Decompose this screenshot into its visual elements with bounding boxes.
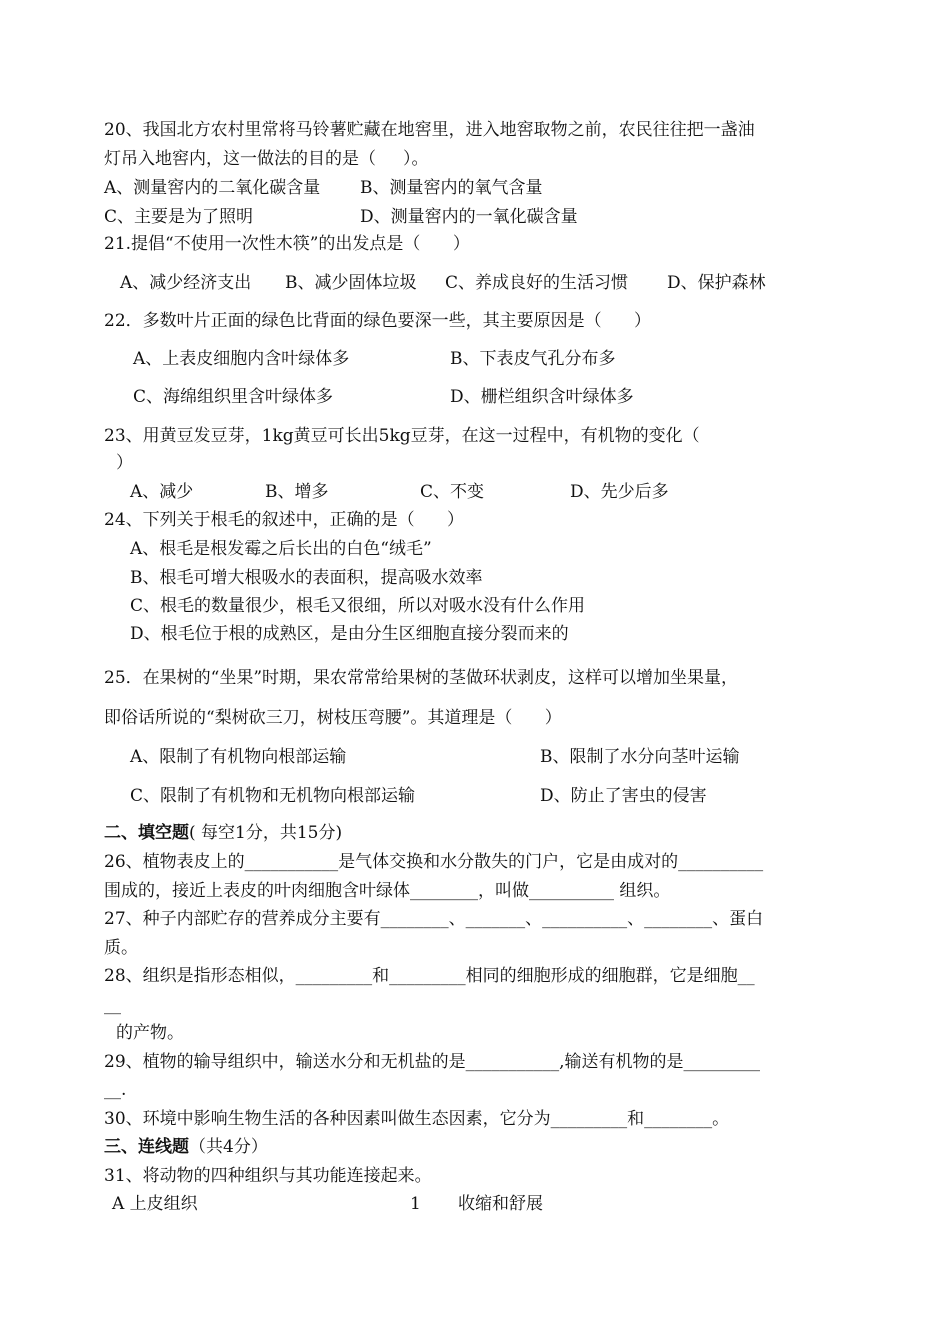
q21-option-c: C、养成良好的生活习惯 [445,273,629,293]
q20-stem-line2: 灯吊入地窖内，这一做法的目的是（ ）。 [104,149,429,169]
section2-title: 二、填空题 [104,823,189,843]
q23-option-d: D、先少后多 [570,482,669,502]
section2-heading [104,822,342,844]
q22-option-a: A、上表皮细胞内含叶绿体多 [133,349,350,369]
q28-line3: 的产物。 [116,1023,184,1043]
q25-option-b: B、限制了水分向茎叶运输 [540,747,740,767]
section3-title: 三、连线题 [104,1137,189,1157]
q28-line2: __ [104,995,121,1015]
q23-stem-line2: ） [116,453,133,473]
q22-option-d: D、栅栏组织含叶绿体多 [450,387,634,407]
q20-option-d: D、测量窖内的一氧化碳含量 [360,207,578,227]
q22-option-b: B、下表皮气孔分布多 [450,349,616,369]
q27-line1: 27、种子内部贮存的营养成分主要有________、_______、__________、________、蛋白 [104,909,764,929]
section3-note: （共4分） [189,1137,268,1157]
q21-option-a: A、减少经济支出 [120,273,252,293]
q28-line1: 28、组织是指形态相似，_________和_________相同的细胞形成的细胞群，它是细胞__ [104,966,755,986]
q23-option-a: A、减少 [130,482,194,502]
q20-option-c: C、主要是为了照明 [104,207,254,227]
q27-line2: 质。 [104,938,138,958]
q24-option-d: D、根毛位于根的成熟区，是由分生区细胞直接分裂而来的 [130,624,569,644]
q29-line1: 29、植物的输导组织中，输送水分和无机盐的是___________,输送有机物的是_________ [104,1052,761,1072]
q31-stem: 31、将动物的四种组织与其功能连接起来。 [104,1166,432,1186]
q26-line1: 26、植物表皮上的___________是气体交换和水分散失的门户，它是由成对的__________ [104,852,764,872]
q31-right-number-1: 1 [410,1194,421,1214]
q25-option-d: D、防止了害虫的侵害 [540,786,707,806]
q24-option-c: C、根毛的数量很少，根毛又很细，所以对吸水没有什么作用 [130,596,586,616]
q25-stem-line1: 25．在果树的“坐果”时期，果农常常给果树的茎做环状剥皮，这样可以增加坐果量， [104,668,739,688]
q31-right-item-1: 收缩和舒展 [458,1194,543,1214]
q31-left-item-a: A 上皮组织 [112,1194,198,1214]
q30-line1: 30、环境中影响生物生活的各种因素叫做生态因素，它分为_________和________。 [104,1109,730,1129]
q22-stem: 22．多数叶片正面的绿色比背面的绿色要深一些，其主要原因是（ ） [104,311,652,331]
section3-heading [104,1136,268,1158]
q26-line2: 围成的，接近上表皮的叶肉细胞含叶绿体________，叫做__________ 组织。 [104,881,671,901]
section2-note: ( 每空1分，共15分) [189,823,343,843]
q23-stem-line1: 23、用黄豆发豆芽，1kg黄豆可长出5kg豆芽，在这一过程中，有机物的变化（ [104,426,700,446]
q23-option-b: B、增多 [265,482,329,502]
q25-stem-line2: 即俗话所说的“梨树砍三刀，树枝压弯腰”。其道理是（ ） [104,708,562,728]
q23-option-c: C、不变 [420,482,485,502]
q20-option-b: B、测量窖内的氧气含量 [360,178,543,198]
q24-stem: 24、下列关于根毛的叙述中，正确的是（ ） [104,510,465,530]
q22-option-c: C、海绵组织里含叶绿体多 [133,387,334,407]
q21-stem: 21.提倡“不使用一次性木筷”的出发点是（ ） [104,234,470,254]
q24-option-a: A、根毛是根发霉之后长出的白色“绒毛” [130,539,432,559]
q24-option-b: B、根毛可增大根吸水的表面积，提高吸水效率 [130,568,483,588]
q21-option-d: D、保护森林 [667,273,766,293]
q20-stem-line1: 20、我国北方农村里常将马铃薯贮藏在地窖里，进入地窖取物之前，农民往往把一盏油 [104,120,755,140]
q25-option-a: A、限制了有机物向根部运输 [130,747,347,767]
q25-option-c: C、限制了有机物和无机物向根部运输 [130,786,416,806]
q29-line2: __. [104,1080,127,1100]
q20-option-a: A、测量窖内的二氧化碳含量 [104,178,321,198]
q21-option-b: B、减少固体垃圾 [285,273,417,293]
